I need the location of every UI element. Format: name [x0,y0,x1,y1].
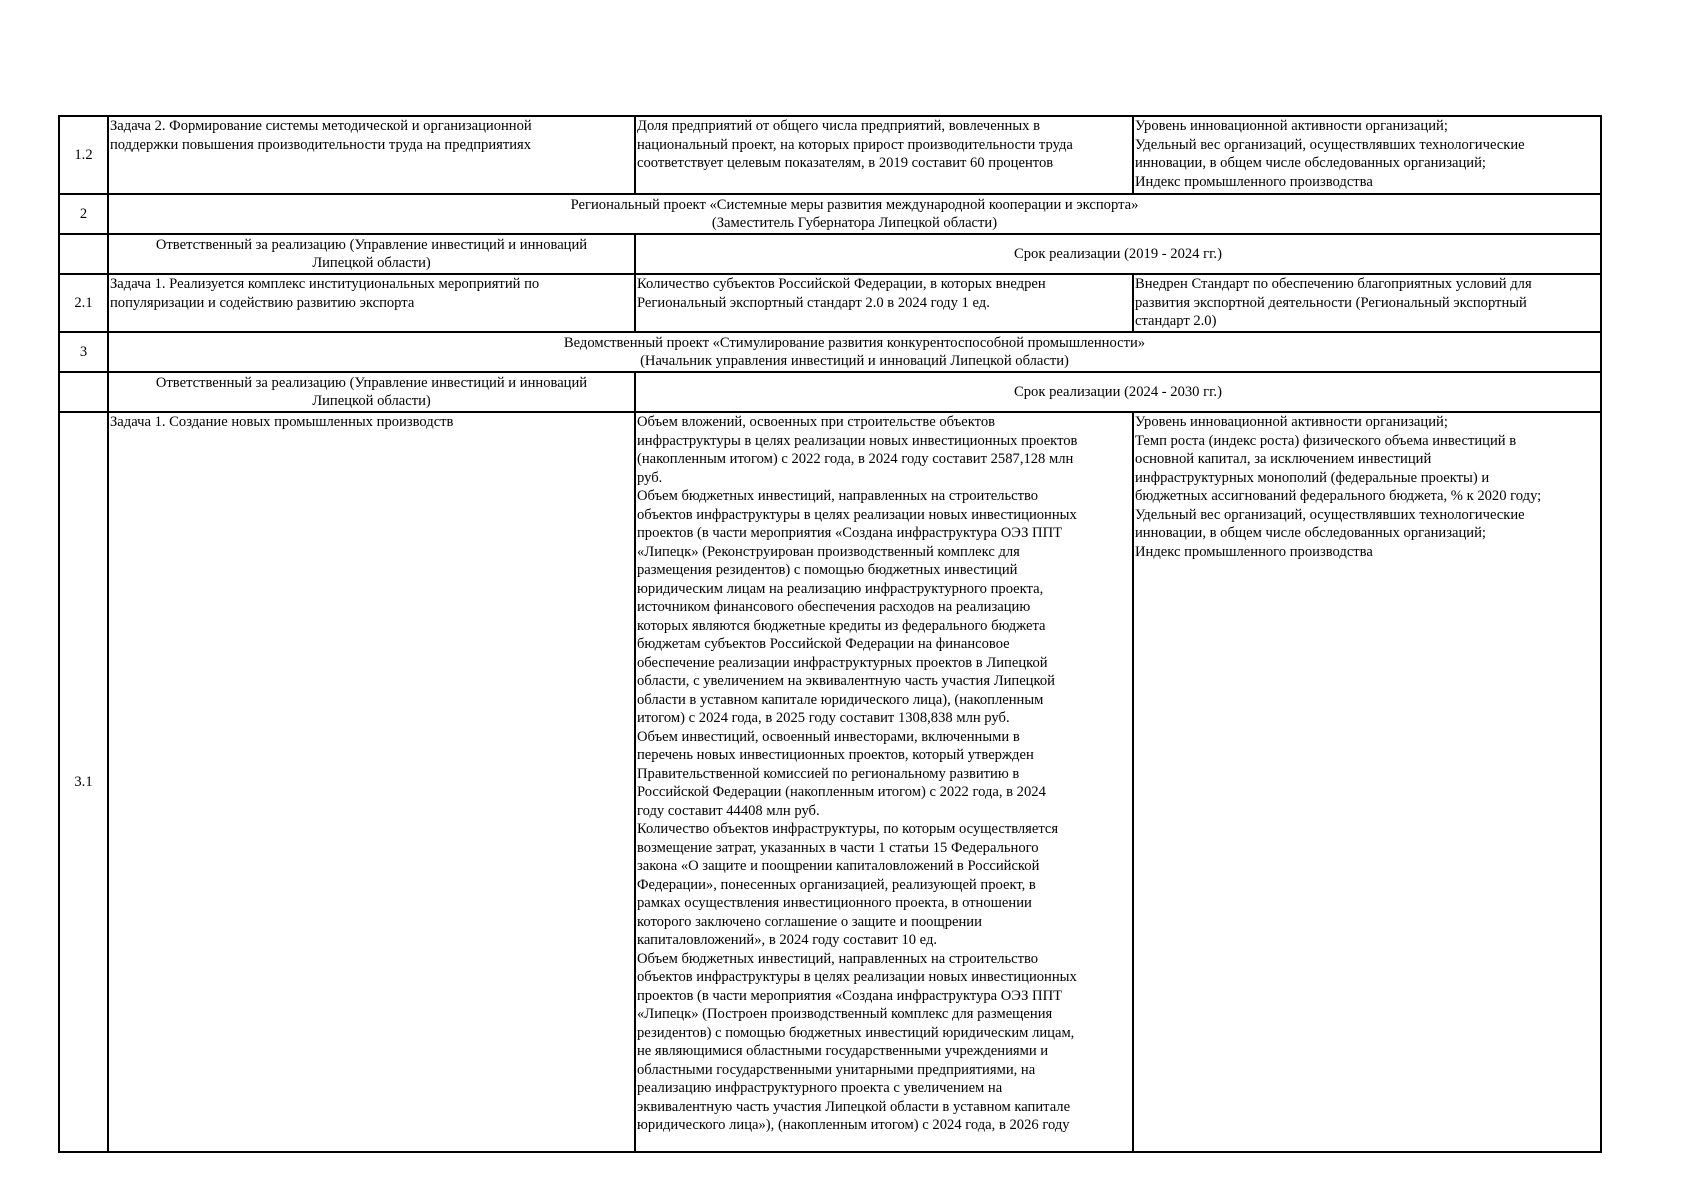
text-line: резидентов) с помощью бюджетных инвестиций юридическим лицам, [637,1024,1075,1041]
text-line: Количество объектов инфраструктуры, по которым осуществляется [637,821,1059,837]
text-line: «Липецк» (Построен производственный комплекс для размещения [637,1006,1053,1022]
text-line: инфраструктурных монополий (федеральные проекты) и [1135,469,1490,486]
table-row-3-responsible [59,372,1601,412]
text-line: Внедрен Стандарт по обеспечению благоприятных условий для [1135,276,1532,292]
text-line: возмещение затрат, указанных в части 1 статьи 15 Федерального [637,839,1039,856]
text-line: Ответственный за реализацию (Управление инвестиций и инноваций [155,374,588,391]
text-line: объектов инфраструктуры в целях реализации новых инвестиционных [637,969,1077,985]
text-line: размещения резидентов) с помощью бюджетных инвестиций [637,562,1018,578]
table-row-2-1 [59,274,1601,332]
text-line: Федерации», понесенных организацией, реализующей проект, в [637,876,1036,893]
goal-cell [1133,412,1601,1152]
text-line: основной капитал, за исключением инвестиций [1135,451,1432,467]
text-line: инновации, в общем числе обследованных организаций; [1135,155,1486,171]
text-line: (Начальник управления инвестиций и инноваций Липецкой области) [640,353,1069,369]
text-line: популяризации и содействию развитию экспорта [110,294,415,311]
table-row-2-responsible [59,234,1601,274]
text-line: областными государственными унитарными предприятиями, на [637,1061,1036,1078]
text-line: закона «О защите и поощрении капиталовложений в Российской [637,858,1040,874]
text-line: источником финансового обеспечения расходов на реализацию [637,599,1031,615]
text-line: Региональный проект «Системные меры развития международной кооперации и экспорта» [570,196,1139,213]
goal-cell [1133,116,1601,194]
text-line: году составит 44408 млн руб. [637,802,820,819]
task-cell [108,274,635,332]
table-row-3-1 [59,412,1601,1152]
indicator-cell [635,412,1133,1152]
text-line: Объем инвестиций, освоенный инвесторами, включенными в [637,728,1020,745]
text-line: Удельный вес организаций, осуществлявших технологические [1135,506,1525,523]
document-page [58,115,1600,1153]
text-line: юридическим лицам на реализацию инфраструктурного проекта, [637,580,1044,597]
text-line: Ответственный за реализацию (Управление инвестиций и инноваций [155,236,588,253]
text-line: Объем вложений, освоенных при строительстве объектов [637,414,996,430]
responsible-cell [108,234,635,274]
text-line: Задача 2. Формирование системы методической и организационной [110,118,532,134]
text-line: которого заключено соглашение о защите и поощрении [637,913,982,930]
text-line: Доля предприятий от общего числа предприятий, вовлеченных в [637,118,1040,134]
text-line: «Липецк» (Реконструирован производственный комплекс для [637,543,1020,560]
text-line: Уровень инновационной активности организаций; [1135,118,1448,134]
text-line: развития экспортной деятельности (Региональный экспортный [1135,294,1527,311]
text-line: Удельный вес организаций, осуществлявших технологические [1135,136,1525,153]
text-line: области в уставном капитале юридического лица), (накопленным [637,691,1044,708]
text-line: Задача 1. Реализуется комплекс институциональных мероприятий по [110,276,540,292]
row-number: 3 [59,332,108,372]
table-row-2 [59,194,1601,234]
empty-number-cell [59,234,108,274]
text-line: итогом) с 2024 года, в 2025 году составит 1308,838 млн руб. [637,710,1010,726]
text-line: обеспечение реализации инфраструктурных проектов в Липецкой [637,654,1048,671]
text-line: капиталовложений», в 2024 году составит 10 ед. [637,932,938,948]
text-line: области, с увеличением на эквивалентную часть участия Липецкой [637,673,1055,689]
text-line: Объем бюджетных инвестиций, направленных на строительство [637,488,1039,504]
text-line: юридического лица»), (накопленным итогом) с 2024 года, в 2026 году [637,1117,1070,1133]
text-line: Липецкой области) [312,393,431,409]
text-line: реализацию инфраструктурного проекта с увеличением на [637,1080,1003,1096]
text-line: соответствует целевым показателям, в 2019 составит 60 процентов [637,155,1054,171]
text-line: рамках осуществления инвестиционного проекта, в отношении [637,895,1032,911]
term-cell: Срок реализации (2024 - 2030 гг.) [635,372,1601,412]
responsible-cell [108,372,635,412]
table-row-3 [59,332,1601,372]
text-line: эквивалентную часть участия Липецкой области в уставном капитале [637,1098,1071,1115]
task-cell [108,116,635,194]
text-line: Правительственной комиссией по региональному развитию в [637,765,1020,782]
text-line: объектов инфраструктуры в целях реализации новых инвестиционных [637,506,1077,523]
table-row-1-2 [59,116,1601,194]
text-line: инновации, в общем числе обследованных организаций; [1135,525,1486,541]
text-line: Ведомственный проект «Стимулирование развития конкурентоспособной промышленности» [563,334,1146,351]
indicator-cell [635,274,1133,332]
text-line: Уровень инновационной активности организаций; [1135,414,1448,430]
text-line: Объем бюджетных инвестиций, направленных на строительство [637,950,1039,967]
row-number: 2.1 [59,274,108,332]
text-line: Региональный экспортный стандарт 2.0 в 2024 году 1 ед. [637,294,990,311]
text-line: проектов (в части мероприятия «Создана инфраструктура ОЭЗ ППТ [637,525,1063,541]
text-line: Количество субъектов Российской Федерации, в которых внедрен [637,276,1046,292]
text-line: национальный проект, на которых прирост производительности труда [637,136,1073,153]
indicator-cell [635,116,1133,194]
text-line: руб. [637,469,663,486]
text-line: Липецкой области) [312,255,431,271]
text-line: Индекс промышленного производства [1135,543,1373,560]
text-line: инфраструктуры в целях реализации новых инвестиционных проектов [637,432,1078,449]
text-line: Задача 1. Создание новых промышленных производств [110,414,454,430]
goal-cell [1133,274,1601,332]
row-number: 2 [59,194,108,234]
text-line: бюджетам субъектов Российской Федерации на финансовое [637,636,1010,652]
project-title-cell [108,332,1601,372]
text-line: которых являются бюджетные кредиты из федерального бюджета [637,617,1046,634]
project-title-cell [108,194,1601,234]
text-line: (Заместитель Губернатора Липецкой области) [711,215,998,231]
text-line: перечень новых инвестиционных проектов, который утвержден [637,747,1034,763]
text-line: проектов (в части мероприятия «Создана инфраструктура ОЭЗ ППТ [637,987,1063,1004]
term-cell: Срок реализации (2019 - 2024 гг.) [635,234,1601,274]
text-line: стандарт 2.0) [1135,313,1217,329]
text-line: не являющимися областными государственными учреждениями и [637,1043,1049,1059]
text-line: бюджетных ассигнований федерального бюджета, % к 2020 году; [1135,488,1542,504]
text-line: Индекс промышленного производства [1135,173,1373,190]
projects-table [58,115,1602,1153]
empty-number-cell [59,372,108,412]
text-line: Российской Федерации (накопленным итогом) с 2022 года, в 2024 [637,784,1046,800]
text-line: Темп роста (индекс роста) физического объема инвестиций в [1135,432,1517,449]
row-number: 3.1 [59,412,108,1152]
task-cell [108,412,635,1152]
text-line: поддержки повышения производительности труда на предприятиях [110,136,532,153]
text-line: (накопленным итогом) с 2022 года, в 2024 году составит 2587,128 млн [637,451,1074,467]
row-number: 1.2 [59,116,108,194]
